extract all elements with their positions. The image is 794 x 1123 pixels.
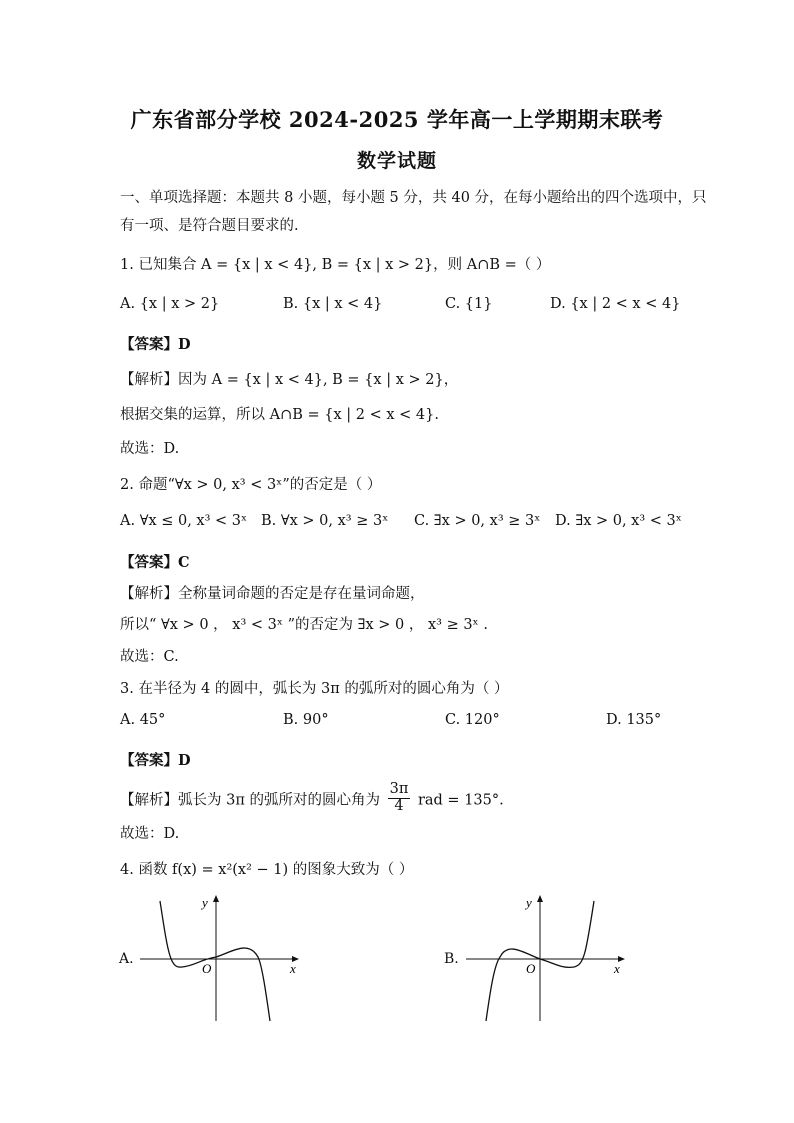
q2-stem: 2. 命题“∀x > 0, x³ < 3ˣ”的否定是（ ） <box>120 477 382 493</box>
graph-a-y-label: y <box>202 895 208 910</box>
graph-b-y-label: y <box>526 895 532 910</box>
q2-option-a: A. ∀x ≤ 0, x³ < 3ˣ <box>120 513 248 529</box>
q4-stem: 4. 函数 f(x) = x²(x² − 1) 的图象大致为（ ） <box>120 862 414 878</box>
q3-option-a: A. 45° <box>120 712 166 728</box>
q3-choose: 故选：D. <box>120 826 180 842</box>
graph-b-y-arrow <box>537 895 543 902</box>
q3-option-b: B. 90° <box>283 712 329 728</box>
q1-stem: 1. 已知集合 A = {x | x < 4}, B = {x | x > 2}，则 A∩B =（ ） <box>120 257 551 273</box>
q3-fraction-numerator: 3π <box>389 781 409 797</box>
q3-option-c: C. 120° <box>445 712 500 728</box>
section-instructions-line1: 一、单项选择题：本题共 8 小题，每小题 5 分，共 40 分，在每小题给出的四个选项中，只 <box>120 190 707 206</box>
q2-option-b: B. ∀x > 0, x³ ≥ 3ˣ <box>261 513 389 529</box>
q2-answer: 【答案】C <box>120 554 190 571</box>
q1-choose: 故选：D. <box>120 441 180 457</box>
q2-analysis-2: 所以“ ∀x > 0 ， x³ < 3ˣ ”的否定为 ∃x > 0 ， x³ ≥ 3ˣ . <box>120 617 488 633</box>
q2-choose: 故选：C. <box>120 649 179 665</box>
q3-fraction-denominator: 4 <box>394 797 404 814</box>
q1-analysis-1: 【解析】因为 A = {x | x < 4}, B = {x | x > 2}， <box>120 372 459 388</box>
graph-a-curve <box>160 901 270 1021</box>
q1-answer: 【答案】D <box>120 336 191 353</box>
q3-option-d: D. 135° <box>606 712 662 728</box>
q3-analysis-pre: 【解析】弧长为 3π 的弧所对的圆心角为 <box>120 792 380 809</box>
graph-b-label: B. <box>444 951 459 967</box>
graph-b <box>466 893 626 1023</box>
q1-option-c: C. {1} <box>445 296 493 312</box>
q1-analysis-2: 根据交集的运算，所以 A∩B = {x | 2 < x < 4}. <box>120 407 439 423</box>
q3-answer: 【答案】D <box>120 752 191 769</box>
page-subtitle: 数学试题 <box>356 150 437 172</box>
q2-option-d: D. ∃x > 0, x³ < 3ˣ <box>555 513 682 529</box>
graph-a-label: A. <box>119 951 134 967</box>
graph-a-y-arrow <box>213 895 219 902</box>
q1-option-a: A. {x | x > 2} <box>120 296 220 312</box>
graph-b-x-label: x <box>614 961 620 976</box>
graph-a-origin: O <box>202 961 212 976</box>
section-instructions-line2: 有一项、是符合题目要求的. <box>120 218 299 234</box>
q3-fraction <box>388 782 411 815</box>
q1-option-d: D. {x | 2 < x < 4} <box>550 296 681 312</box>
graph-a <box>140 893 300 1023</box>
graph-b-origin: O <box>526 961 536 976</box>
q3-analysis <box>120 781 504 817</box>
page-title: 广东省部分学校 2024-2025 学年高一上学期期末联考 <box>130 107 664 132</box>
q3-stem: 3. 在半径为 4 的圆中，弧长为 3π 的弧所对的圆心角为（ ） <box>120 681 509 697</box>
graph-a-x-label: x <box>290 961 296 976</box>
q3-analysis-post: rad = 135°. <box>417 792 504 809</box>
q2-option-c: C. ∃x > 0, x³ ≥ 3ˣ <box>414 513 541 529</box>
q1-option-b: B. {x | x < 4} <box>283 296 383 312</box>
q2-analysis-1: 【解析】全称量词命题的否定是存在量词命题， <box>120 586 425 602</box>
